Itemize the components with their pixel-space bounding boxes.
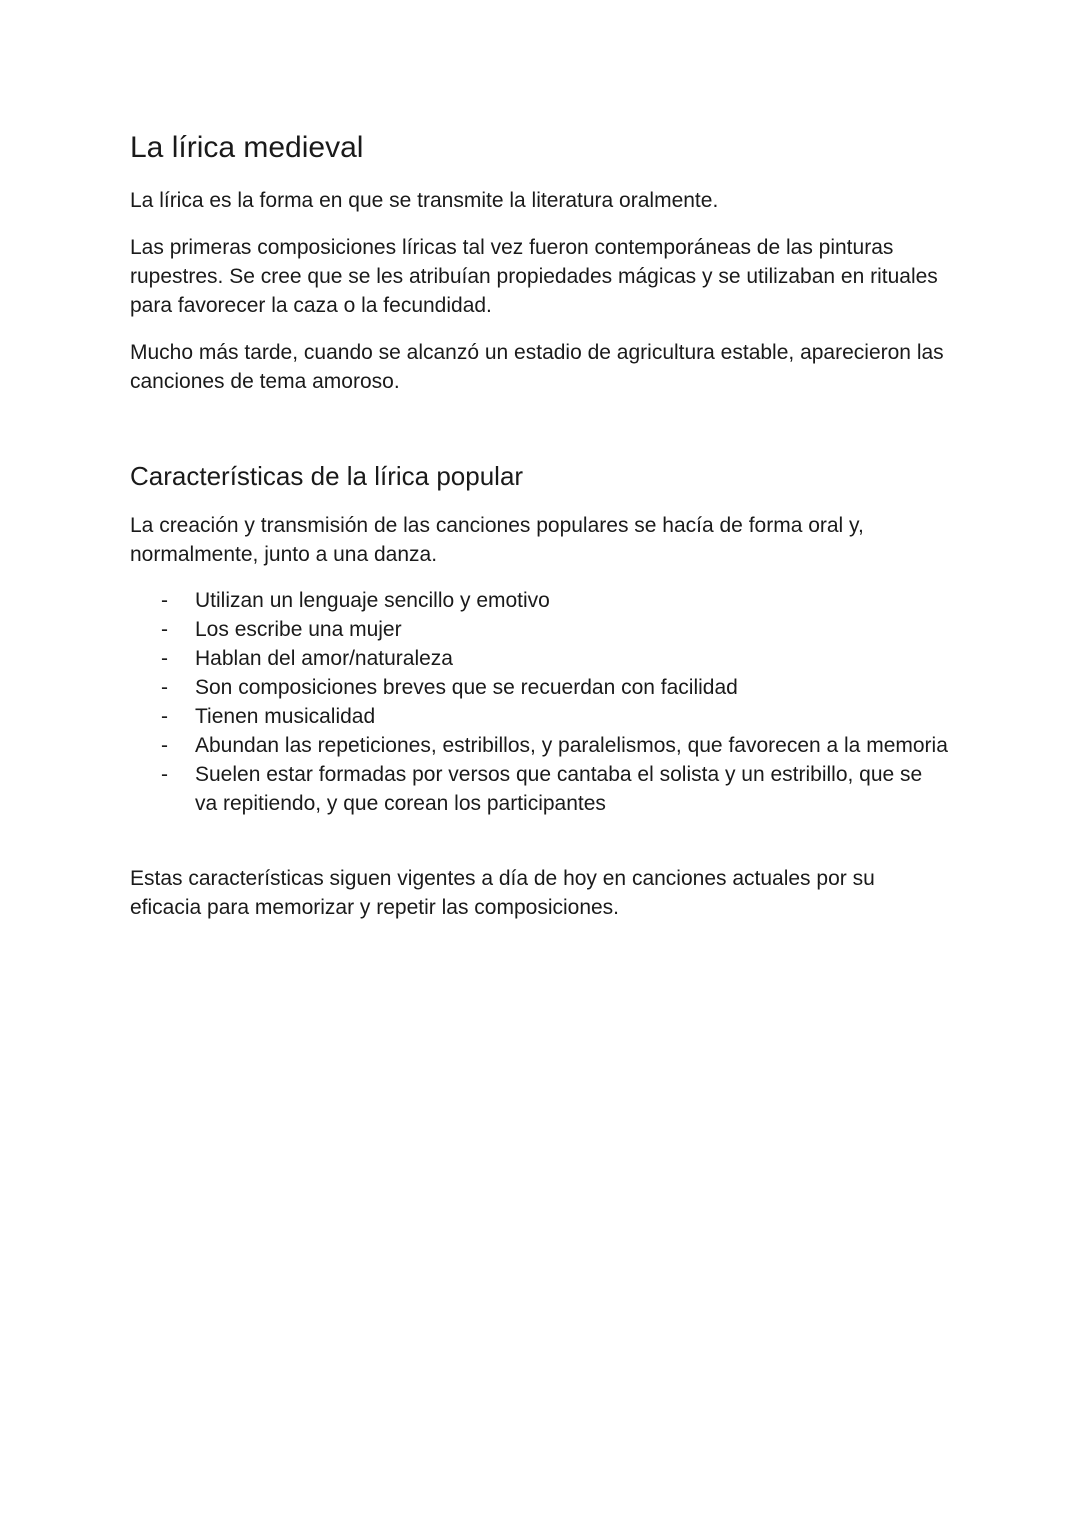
paragraph-later: Mucho más tarde, cuando se alcanzó un estadio de agricultura estable, aparecieron las canciones de tema amoroso. [130, 341, 944, 393]
bullet-dash: - [161, 734, 168, 757]
paragraph-closing: Estas características siguen vigentes a día de hoy en canciones actuales por su eficacia para memorizar y repetir las composiciones. [130, 867, 875, 919]
list-item-text: Suelen estar formadas por versos que cantaba el solista y un estribillo, que se va repitiendo, y que corean los participantes [195, 763, 923, 815]
bullet-dash: - [161, 763, 168, 786]
list-item [130, 760, 950, 818]
list-item-text: Los escribe una mujer [195, 618, 402, 641]
list-item-text: Son composiciones breves que se recuerdan con facilidad [195, 676, 738, 699]
bullet-dash: - [161, 676, 168, 699]
list-item [130, 673, 950, 702]
paragraph-definition: La lírica es la forma en que se transmite la literatura oralmente. [130, 189, 719, 212]
paragraph-intro: La creación y transmisión de las canciones populares se hacía de forma oral y, normalmente, junto a una danza. [130, 514, 864, 566]
bullet-dash: - [161, 705, 168, 728]
list-item [130, 702, 950, 731]
list-item-text: Utilizan un lenguaje sencillo y emotivo [195, 589, 550, 612]
bullet-dash: - [161, 618, 168, 641]
list-item [130, 615, 950, 644]
list-item [130, 731, 950, 760]
section-title-lirica-medieval: La lírica medieval [130, 131, 364, 164]
section-title-caracteristicas: Características de la lírica popular [130, 461, 524, 491]
bullet-dash: - [161, 647, 168, 670]
list-item-text: Hablan del amor/naturaleza [195, 647, 453, 670]
characteristics-list [130, 586, 950, 818]
list-item-text: Abundan las repeticiones, estribillos, y paralelismos, que favorecen a la memoria [195, 734, 948, 757]
paragraph-origins: Las primeras composiciones líricas tal vez fueron contemporáneas de las pinturas rupestres. Se cree que se les atribuían propiedades mágicas y se utilizaban en rituales para favorecer la caza o la fecundidad. [130, 236, 938, 317]
list-item [130, 586, 950, 615]
list-item-text: Tienen musicalidad [195, 705, 376, 728]
list-item [130, 644, 950, 673]
bullet-dash: - [161, 589, 168, 612]
